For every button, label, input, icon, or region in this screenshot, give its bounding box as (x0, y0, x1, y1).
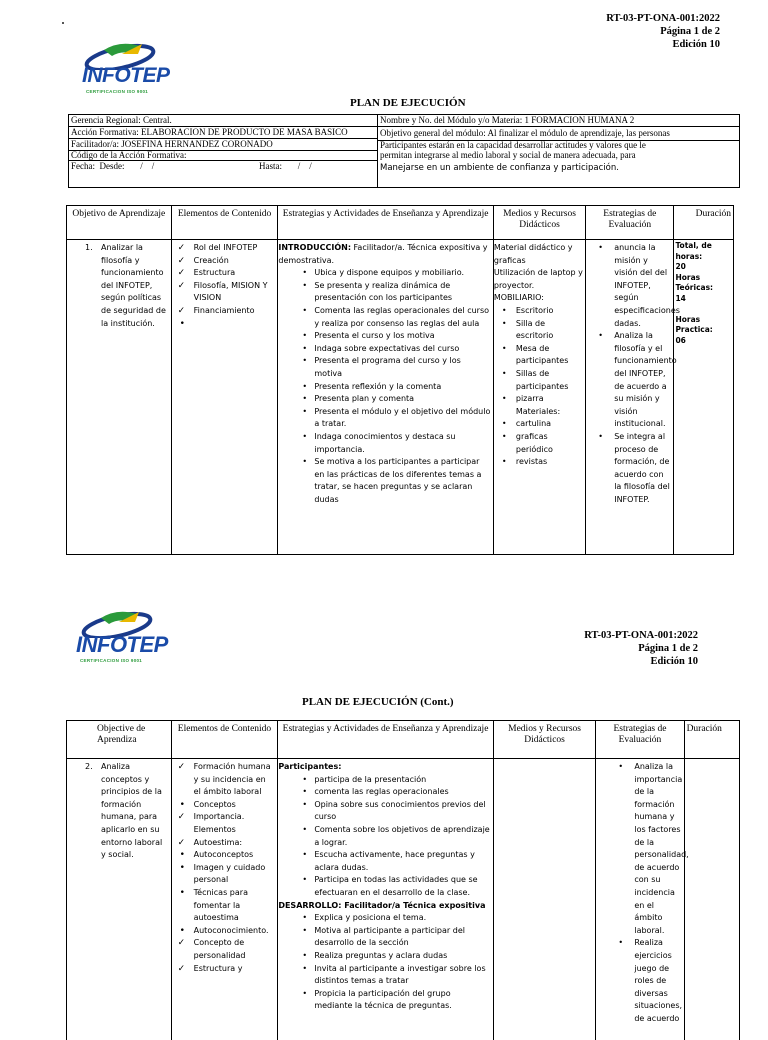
evaluacion-cell (596, 759, 684, 1040)
objetivo-number: 2. (85, 761, 93, 774)
codigo-field: Código de la Acción Formativa: (71, 150, 186, 160)
list-item: • Se presenta y realiza dinámica de presentación con los participantes (278, 280, 490, 305)
header-estrategias: Estrategias y Actividades de Enseñanza y Aprendizaje (278, 206, 493, 240)
list-item: • Autoconceptos (174, 849, 276, 862)
page-title: PLAN DE EJECUCIÓN (Cont.) (302, 696, 454, 708)
accion-field: Acción Formativa: ELABORACION DE PRODUCTO DE MASA BASICO (71, 127, 348, 138)
list-item: ✓ Formación humana y su incidencia en el ámbito laboral (174, 761, 276, 799)
header-evaluacion: Estrategias de Evaluación (596, 721, 684, 759)
evaluacion-list (586, 242, 671, 506)
duracion-line: Total, de horas: (675, 241, 732, 262)
header-elementos: Elementos de Contenido (171, 206, 278, 240)
list-item: • Explica y posiciona el tema. (278, 912, 490, 925)
logo-cert: CERTIFICACION ISO 9001 (80, 658, 142, 663)
duracion-line: 06 (675, 336, 732, 347)
objetivo-cell (67, 240, 172, 555)
list-item: • Opina sobre sus conocimientos previos del curso (278, 799, 490, 824)
intro-label: INTRODUCCIÓN: (278, 243, 351, 252)
evaluacion-list (596, 761, 681, 1025)
edition-label: Edición 10 (606, 38, 720, 51)
list-item: • Ubica y dispone equipos y mobiliario. (278, 267, 490, 280)
gerencia-field: Gerencia Regional: Central. (71, 115, 172, 126)
list-item: ✓ Financiamiento (174, 305, 276, 318)
modulo-field: Nombre y No. del Módulo y/o Materia: 1 FORMACION HUMANA 2 (380, 115, 634, 126)
list-item: • Imagen y cuidado personal (174, 862, 276, 887)
info-table (68, 114, 740, 188)
desarrollo-list (278, 912, 490, 1013)
objetivo-cell (67, 759, 172, 1040)
facilitador-field: Facilitador/a: JOSEFINA HERNANDEZ CORONADO (71, 139, 273, 150)
participantes-label: Participantes: (278, 761, 490, 774)
logo-text: INFOTEP (76, 632, 168, 658)
objetivo-general-line1: Objetivo general del módulo: Al finalizar el módulo de aprendizaje, las personas (380, 128, 670, 139)
medios-cell (493, 240, 585, 555)
list-item: • Comenta sobre los objetivos de aprendizaje a lograr. (278, 824, 490, 849)
list-item: • Presenta el curso y los motiva (278, 330, 490, 343)
list-item: • Motiva al participante a participar del desarrollo de la sección (278, 925, 490, 950)
list-item: • graficas periódico (494, 431, 583, 456)
duracion-line (675, 304, 732, 315)
list-item: • Conceptos (174, 799, 276, 812)
infotep-logo (76, 608, 160, 668)
list-item: • Escucha activamente, hace preguntas y aclara dudas. (278, 849, 490, 874)
page-label: Página 1 de 2 (584, 642, 698, 655)
list-item: • Indaga sobre expectativas del curso (278, 343, 490, 356)
estrategias-list (278, 267, 490, 506)
list-item: • Indaga conocimientos y destaca su importancia. (278, 431, 490, 456)
elementos-cell (171, 759, 278, 1040)
header-estrategias: Estrategias y Actividades de Enseñanza y Aprendizaje (278, 721, 493, 759)
header-evaluacion: Estrategias de Evaluación (586, 206, 674, 240)
list-item: ✓ Concepto de personalidad (174, 937, 276, 962)
duracion-line: Horas Practica: (675, 315, 732, 336)
list-item: • Silla de escritorio (494, 318, 583, 343)
estrategias-cell (278, 240, 493, 555)
header-medios: Medios y Recursos Didácticos (493, 206, 585, 240)
page-title: PLAN DE EJECUCIÓN (350, 97, 466, 109)
medios-list (494, 305, 583, 469)
duracion-line: 20 (675, 262, 732, 273)
list-item: • Presenta el programa del curso y los motiva (278, 355, 490, 380)
objetivo-general-line3: permitan integrarse al medio laboral y social de manera adecuada, para (380, 150, 636, 160)
infotep-logo (82, 40, 160, 100)
page-marker-dot (62, 22, 64, 24)
desarrollo-label: DESARROLLO: Facilitador/a Técnica expositiva (278, 900, 490, 913)
medios-intro: Material didáctico y graficas Utilización de laptop y proyector. MOBILIARIO: (494, 242, 583, 305)
header-objetivo: Objective de Aprendiza (67, 721, 172, 759)
elementos-list (174, 242, 276, 318)
list-item: • Mesa de participantes (494, 343, 583, 368)
medios-cell (493, 759, 596, 1040)
plan-table-1 (66, 205, 734, 555)
doc-code: RT-03-PT-ONA-001:2022 (606, 12, 720, 25)
doc-header-1 (606, 12, 720, 51)
page-label: Página 1 de 2 (606, 25, 720, 38)
list-item (174, 318, 276, 331)
logo-text: INFOTEP (82, 64, 170, 88)
list-item: • pizarra Materiales: (494, 393, 583, 418)
duracion-cell (684, 759, 739, 1040)
fecha-hasta-field: Hasta: / / (259, 161, 312, 172)
list-item: ✓ Autoestima: (174, 837, 276, 850)
list-item: ✓ Filosofía, MISION Y VISION (174, 280, 276, 305)
list-item: • Participa en todas las actividades que se efectuaran en el desarrollo de la clase. (278, 874, 490, 899)
objetivo-number: 1. (85, 242, 93, 255)
list-item: ✓ Importancia. Elementos (174, 811, 276, 836)
list-item: • Presenta el módulo y el objetivo del módulo a tratar. (278, 406, 490, 431)
list-item: • cartulina (494, 418, 583, 431)
list-item: • Realiza ejercicios juego de roles de diversas situaciones, de acuerdo (606, 937, 681, 1025)
intro-text: Facilitador/a. Técnica expositiva y demostrativa. (278, 243, 487, 265)
list-item: • Se integra al proceso de formación, de acuerdo con la filosofía del INFOTEP. (586, 431, 671, 507)
list-item: • revistas (494, 456, 583, 469)
duracion-line: 14 (675, 294, 732, 305)
elementos-empty-list (174, 318, 276, 331)
elementos-cell (171, 240, 278, 555)
participantes-list (278, 774, 490, 900)
list-item: • participa de la presentación (278, 774, 490, 787)
list-item: ✓ Estructura (174, 267, 276, 280)
list-item: • comenta las reglas operacionales (278, 786, 490, 799)
list-item: • Se motiva a los participantes a participar en las prácticas de los diferentes temas a tratar, se hacen preguntas y se aclaran dudas (278, 456, 490, 506)
duracion-line: Horas Teóricas: (675, 273, 732, 294)
logo-cert: CERTIFICACION ISO 9001 (86, 89, 148, 94)
list-item: • Comenta las reglas operacionales del curso y realiza por consenso las reglas del aula (278, 305, 490, 330)
doc-header-2 (584, 629, 698, 668)
header-duracion: Duración (684, 721, 739, 759)
header-elementos: Elementos de Contenido (171, 721, 278, 759)
list-item: • Propicia la participación del grupo mediante la técnica de preguntas. (278, 988, 490, 1013)
list-item: • Analiza la filosofía y el funcionamiento del INFOTEP, de acuerdo a su misión y visión institucional. (586, 330, 671, 431)
evaluacion-cell (586, 240, 674, 555)
fecha-desde-field: Fecha: Desde: / / (71, 161, 154, 172)
header-medios: Medios y Recursos Didácticos (493, 721, 596, 759)
objetivo-text: Analiza conceptos y principios de la formación humana, para aplicarlo en su entorno laboral y social. (101, 762, 162, 859)
list-item: • Sillas de participantes (494, 368, 583, 393)
list-item: • Presenta reflexión y la comenta (278, 381, 490, 394)
header-duracion: Duración (674, 206, 734, 240)
estrategias-cell (278, 759, 493, 1040)
duracion-cell (674, 240, 734, 555)
edition-label: Edición 10 (584, 655, 698, 668)
objetivo-general-line4: Manejarse en un ambiente de confianza y participación. (380, 163, 619, 174)
objetivo-text: Analizar la filosofía y funcionamiento del INFOTEP, según políticas de seguridad de la institución. (101, 243, 166, 328)
list-item: • Realiza preguntas y aclara dudas (278, 950, 490, 963)
header-objetivo: Objetivo de Aprendizaje (67, 206, 172, 240)
list-item: • Autoconocimiento. (174, 925, 276, 938)
list-item: ✓ Creación (174, 255, 276, 268)
doc-code: RT-03-PT-ONA-001:2022 (584, 629, 698, 642)
list-item: ✓ Estructura y (174, 963, 276, 976)
list-item: • Escritorio (494, 305, 583, 318)
plan-table-2 (66, 720, 740, 1040)
row-divider (377, 126, 739, 127)
list-item: • Presenta plan y comenta (278, 393, 490, 406)
list-item: • Técnicas para fomentar la autoestima (174, 887, 276, 925)
list-item: • Analiza la importancia de la formación humana y los factores de la personalidad, de acuerdo con su incidencia en el ámbito laboral. (606, 761, 681, 937)
list-item: ✓ Rol del INFOTEP (174, 242, 276, 255)
list-item: • Invita al participante a investigar sobre los distintos temas a tratar (278, 963, 490, 988)
objetivo-general-line2: Participantes estarán en la capacidad desarrollar actitudes y valores que le (380, 140, 646, 150)
list-item: • anuncia la misión y visión del del INFOTEP, según especificaciones dadas. (586, 242, 671, 330)
